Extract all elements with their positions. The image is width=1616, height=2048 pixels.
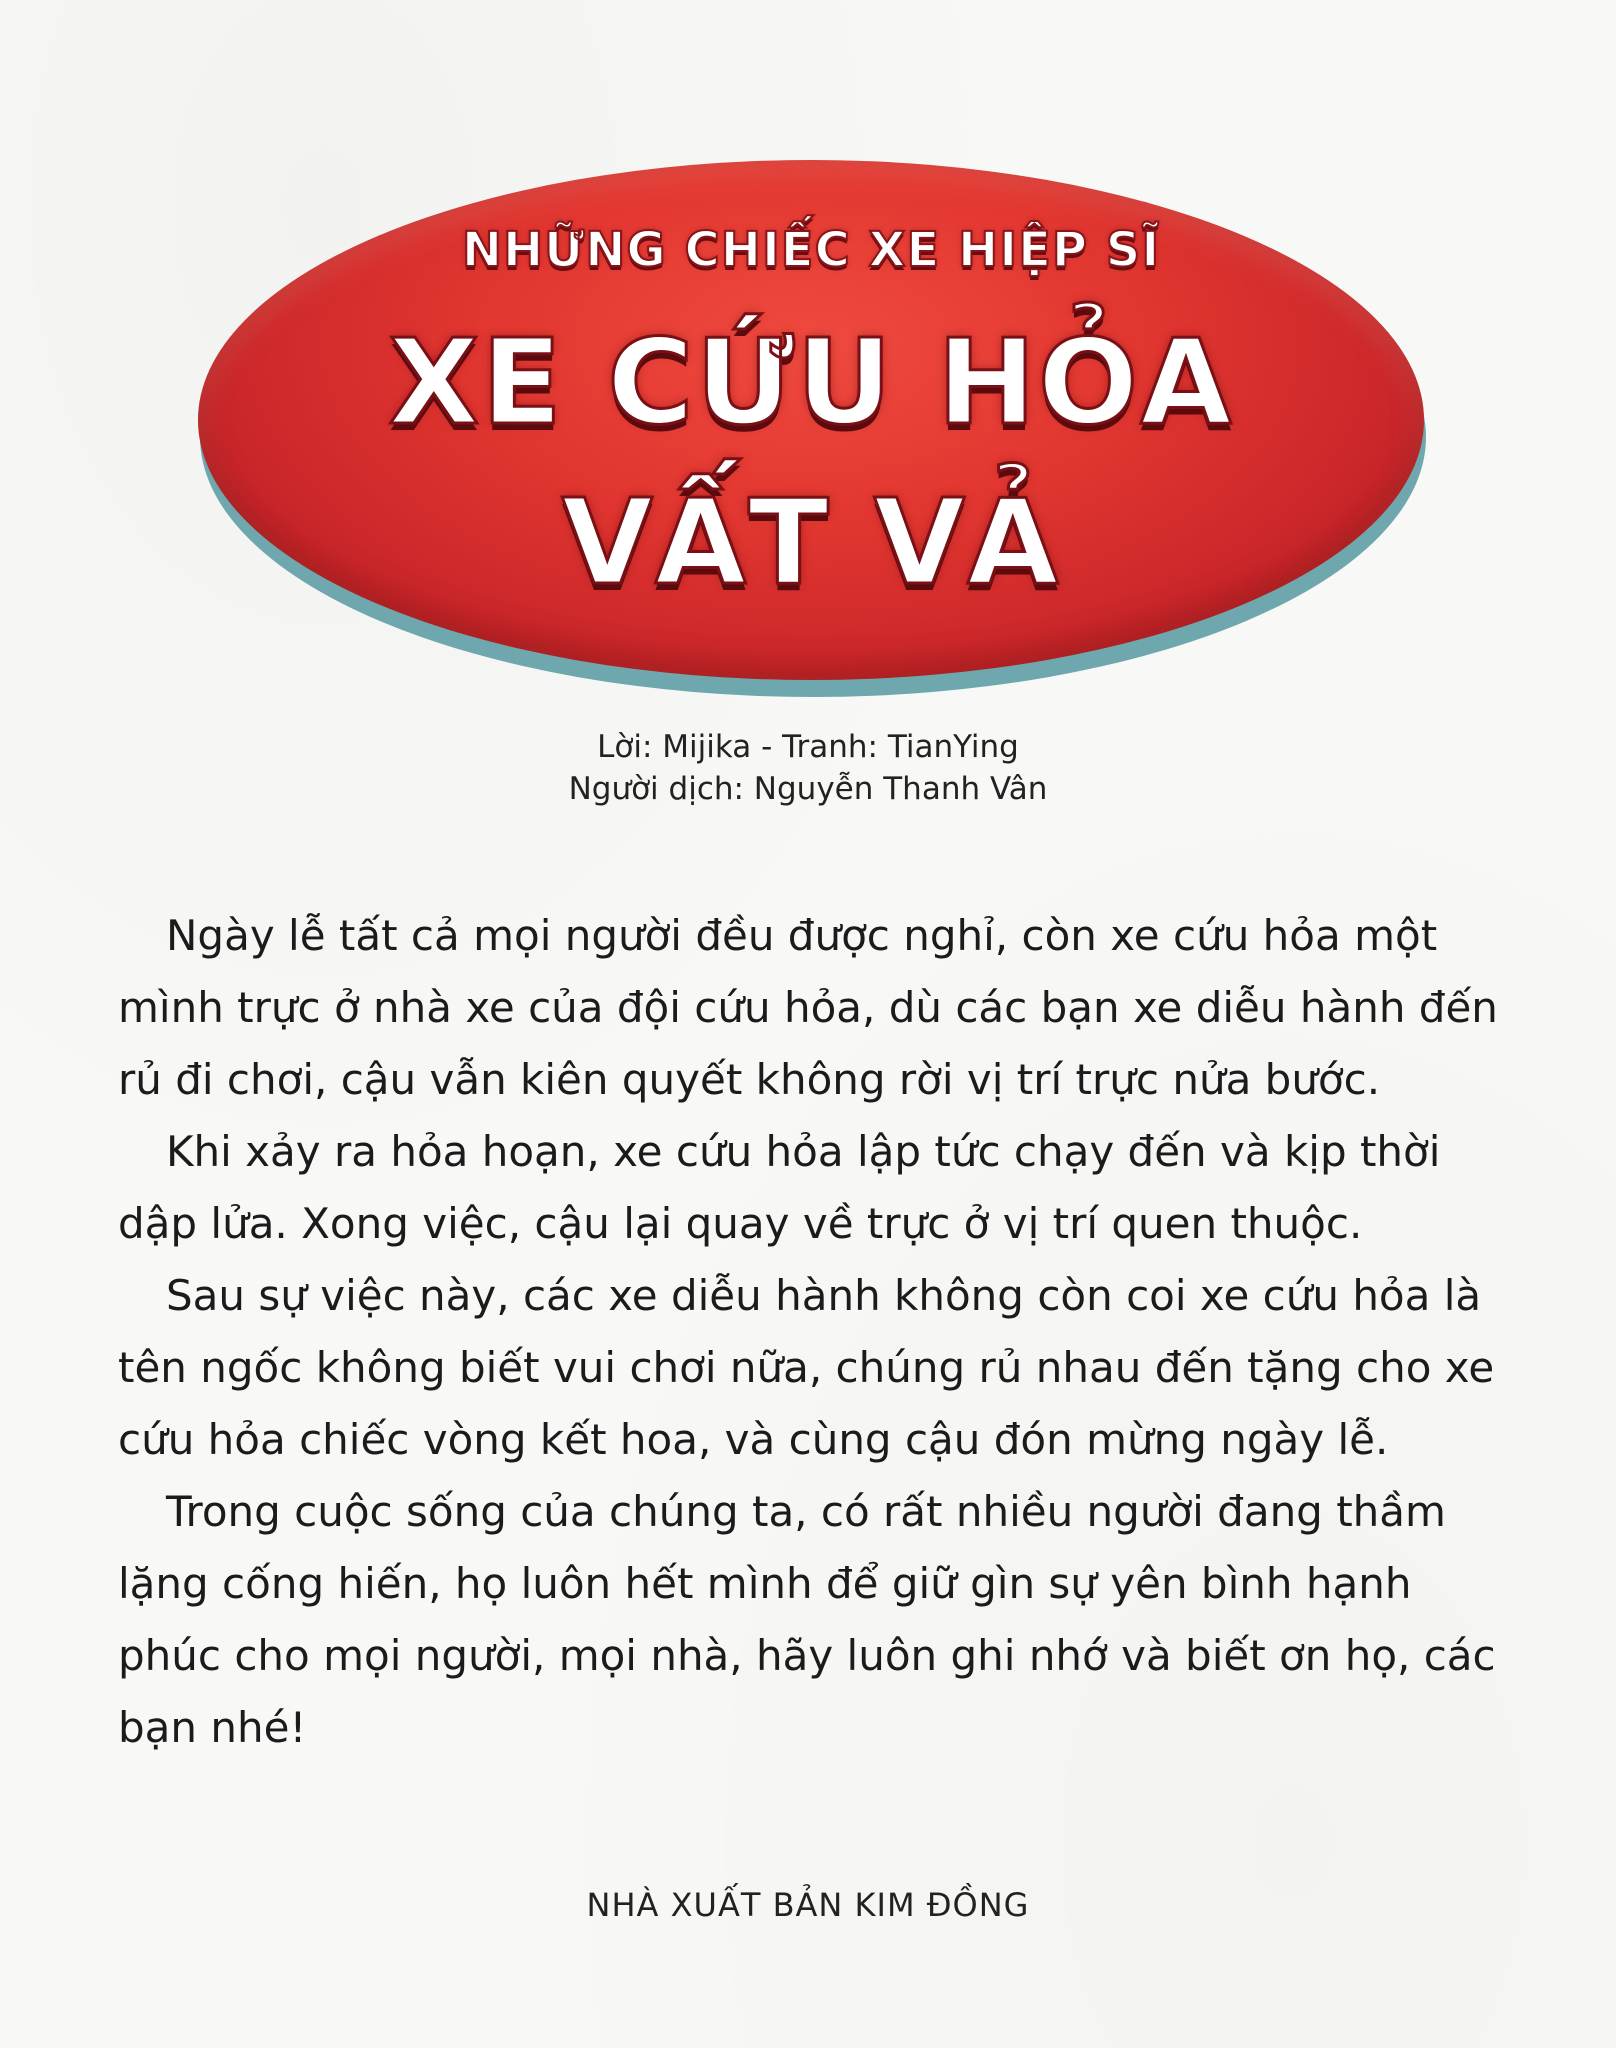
paragraph: Trong cuộc sống của chúng ta, có rất nhiều người đang thầm lặng cống hiến, họ luôn hết mình để giữ gìn sự yên bình hạnh phúc cho mọi người, mọi nhà, hãy luôn ghi nhớ và biết ơn họ, các bạn nhé! [118,1487,1496,1752]
credits [0,726,1616,810]
author-illustrator-credit: Lời: Mijika - Tranh: TianYing [597,729,1019,765]
story-body [118,900,1498,1764]
paragraph: Sau sự việc này, các xe diễu hành không còn coi xe cứu hỏa là tên ngốc không biết vui chơi nữa, chúng rủ nhau đến tặng cho xe cứu hỏa chiếc vòng kết hoa, và cùng cậu đón mừng ngày lễ. [118,1271,1495,1464]
book-title-line-2: VẤT VẢ [561,473,1061,611]
publisher-name: NHÀ XUẤT BẢN KIM ĐỒNG [586,1886,1030,1924]
paragraph: Khi xảy ra hỏa hoạn, xe cứu hỏa lập tức chạy đến và kịp thời dập lửa. Xong việc, cậu lại quay về trực ở vị trí quen thuộc. [118,1127,1441,1248]
translator-credit: Người dịch: Nguyễn Thanh Vân [568,771,1048,807]
title-block [198,160,1424,680]
series-title: NHỮNG CHIẾC XE HIỆP SĨ [461,222,1161,278]
paragraph: Ngày lễ tất cả mọi người đều được nghỉ, còn xe cứu hỏa một mình trực ở nhà xe của đội cứu hỏa, dù các bạn xe diễu hành đến rủ đi chơi, cậu vẫn kiên quyết không rời vị trí trực nửa bước. [118,911,1498,1104]
book-title-line-1: XE CỨU HỎA [388,313,1234,451]
